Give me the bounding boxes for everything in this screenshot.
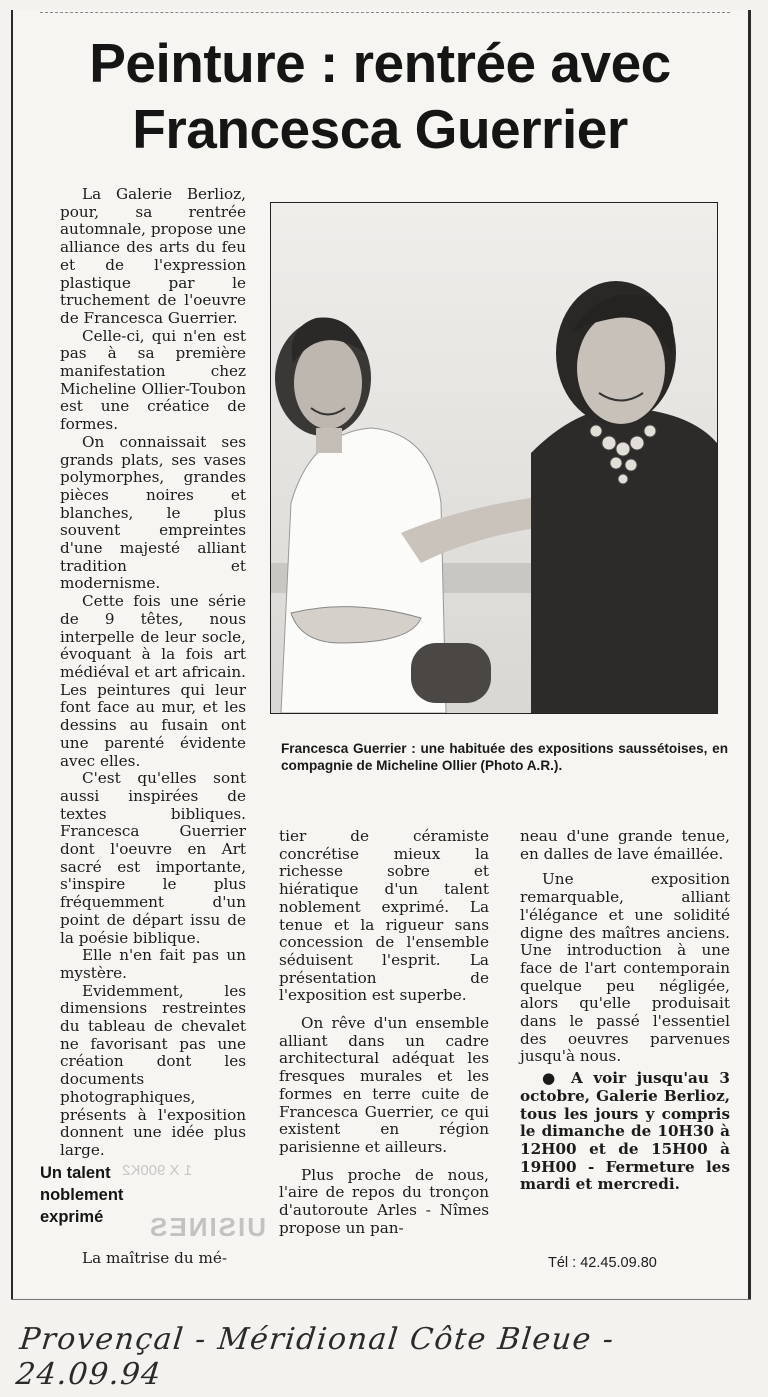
paragraph: Une exposition remarquable, alliant l'élégance et une solidité digne des maîtres anciens. Une introduction à une face de l'art contemporain quelque peu négligée, alors qu'elle produisait dans le passé l'essentiel des oeuvres parvenues jusqu'à nous.: [520, 870, 730, 1066]
column-rule-left: [11, 10, 13, 1300]
article-photo: [270, 202, 718, 714]
cut-edge-top: [40, 12, 730, 13]
telephone-number: Tél : 42.45.09.80: [548, 1255, 657, 1271]
bleed-through-text: UISINES: [148, 1212, 267, 1242]
photo-caption: Francesca Guerrier : une habituée des expositions saussétoises, en compagnie de Micheline Ollier (Photo A.R.).: [281, 741, 728, 773]
paragraph: Elle n'en fait pas un mystère.: [60, 946, 246, 982]
paragraph: On connaissait ses grands plats, ses vases polymorphes, grandes pièces noires et blanches, le plus souvent empreintes d'une majesté alliant tradition et modernisme.: [60, 432, 246, 593]
paragraph: Celle-ci, qui n'en est pas à sa première manifestation chez Micheline Ollier-Toubon est une créatice de formes.: [60, 326, 246, 434]
paragraph: Plus proche de nous, l'aire de repos du tronçon d'autoroute Arles - Nîmes propose un pan-: [279, 1165, 489, 1237]
article-column-3: [520, 828, 730, 1194]
column-1-last-line: [60, 1250, 246, 1268]
subheading: Un talent noblement exprimé: [40, 1164, 124, 1226]
paragraph: neau d'une grande tenue, en dalles de lave émaillée.: [520, 827, 730, 863]
paragraph: C'est qu'elles sont aussi inspirées de textes bibliques. Francesca Guerrier dont l'oeuvre en Art sacré est importante, s'inspire le plus fréquemment d'un point de départ issu de la poésie biblique.: [60, 769, 246, 947]
photo-two-women-illustration: [271, 203, 717, 713]
article-column-2: [279, 828, 489, 1237]
paragraph: Cette fois une série de 9 têtes, nous interpelle de leur socle, évoquant à la fois art médiéval et art africain. Les peintures qui leur font face au mur, et les dessins au fusain ont une parenté évidente avec elles.: [60, 592, 246, 770]
paragraph: La maîtrise du mé-: [82, 1249, 227, 1267]
paragraph: Evidemment, les dimensions restreintes du tableau de chevalet ne favorisant pas une création dont les documents photographiques, présents à l'exposition donnent une idée plus large.: [60, 981, 246, 1159]
bleed-through-text-small: 1 X 900K2: [122, 1162, 193, 1179]
headline-line-2: Francesca Guerrier: [132, 98, 628, 160]
cut-edge-bottom: [11, 1299, 751, 1300]
paragraph: La Galerie Berlioz, pour, sa rentrée automnale, propose une alliance des arts du feu et de l'expression plastique par le truchement de l'oeuvre de Francesca Guerrier.: [60, 185, 246, 327]
paragraph: On rêve d'un ensemble alliant dans un cadre architectural adéquat les fresques murales et les formes en terre cuite de Francesca Guerrier, ce qui existent en région parisienne et ailleurs.: [279, 1014, 489, 1156]
handwritten-source-note: Provençal - Méridional Côte Bleue - 24.09.94: [14, 1322, 617, 1392]
exhibition-info: ● A voir jusqu'au 3 octobre, Galerie Berlioz, tous les jours y compris le dimanche de 10H30 à 12H00 et de 15H00 à 19H00 - Fermeture les mardi et mercredi.: [520, 1069, 730, 1194]
column-rule-right: [748, 10, 751, 1300]
headline-line-1: Peinture : rentrée avec: [89, 32, 671, 94]
article-column-1: [60, 186, 246, 1160]
paragraph: tier de céramiste concrétise mieux la richesse sobre et hiératique d'un talent noblement exprimé. La tenue et la rigueur sans concession de l'ensemble séduisent l'esprit. La présentation de l'exposition est superbe.: [279, 827, 489, 1005]
